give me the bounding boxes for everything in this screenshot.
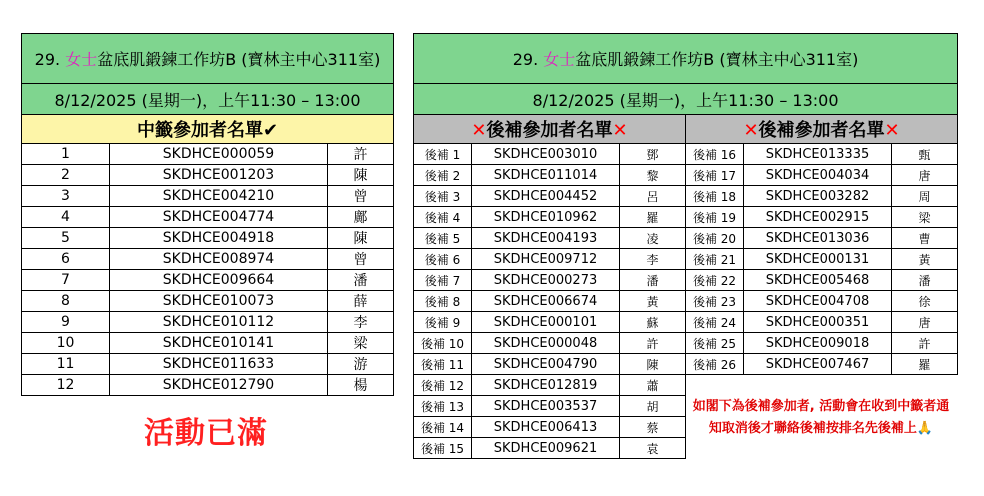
member-surname: 唐 [892,312,958,333]
cross-icon: ✕ [612,120,628,141]
member-surname: 潘 [620,270,686,291]
table-row [414,207,958,228]
member-code: SKDHCE004452 [472,186,620,207]
member-code: SKDHCE004034 [744,165,892,186]
winners-header: 中籤參加者名單✔ [22,115,394,144]
member-surname: 鄧 [620,144,686,165]
winners-table [21,33,394,396]
member-surname: 唐 [892,165,958,186]
table-row [22,291,394,312]
member-surname: 蘇 [620,312,686,333]
member-code: SKDHCE000131 [744,249,892,270]
waitlist-note: 如閣下為後補參加者, 活動會在收到中籤者通知取消後才聯絡後補按排名先後補上🙏 [692,399,950,436]
waitlist-rank: 後補 15 [414,438,472,459]
waitlist-rank: 後補 3 [414,186,472,207]
waitlist-header-1 [414,115,686,144]
member-code: SKDHCE004210 [110,186,328,207]
member-surname: 鄺 [328,207,394,228]
member-code: SKDHCE010962 [472,207,620,228]
table-row [22,228,394,249]
event-gender: 女士 [543,50,576,69]
member-code: SKDHCE004774 [110,207,328,228]
member-surname: 潘 [328,270,394,291]
member-code: SKDHCE006674 [472,291,620,312]
table-row [22,354,394,375]
member-code: SKDHCE003537 [472,396,620,417]
member-code: SKDHCE009621 [472,438,620,459]
waitlist-rank: 後補 4 [414,207,472,228]
waitlist-rank: 後補 22 [686,270,744,291]
waitlist-rank: 後補 11 [414,354,472,375]
member-code: SKDHCE009018 [744,333,892,354]
waitlist-rank: 後補 23 [686,291,744,312]
member-surname: 薛 [328,291,394,312]
waitlist-rank: 後補 25 [686,333,744,354]
member-surname: 羅 [892,354,958,375]
waitlist-rank: 後補 26 [686,354,744,375]
table-row [22,249,394,270]
waitlist-rank: 後補 16 [686,144,744,165]
row-number: 6 [22,249,110,270]
member-surname: 楊 [328,375,394,396]
member-code: SKDHCE008974 [110,249,328,270]
member-code: SKDHCE013036 [744,228,892,249]
member-surname: 許 [328,144,394,165]
row-number: 1 [22,144,110,165]
member-surname: 袁 [620,438,686,459]
event-full-message: 活動已滿 [144,416,268,451]
member-surname: 李 [620,249,686,270]
member-surname: 潘 [892,270,958,291]
row-number: 10 [22,333,110,354]
member-surname: 羅 [620,207,686,228]
table-row [414,228,958,249]
member-surname: 陳 [328,228,394,249]
event-name: 盆底肌鍛鍊工作坊B (寶林主中心311室) [575,50,859,69]
member-code: SKDHCE010141 [110,333,328,354]
table-row [414,312,958,333]
waitlist-rank: 後補 24 [686,312,744,333]
member-code: SKDHCE002915 [744,207,892,228]
waitlist-header-2 [686,115,958,144]
member-surname: 許 [620,333,686,354]
waitlist-rank: 後補 19 [686,207,744,228]
table-row [414,333,958,354]
cross-icon: ✕ [743,120,759,141]
member-code: SKDHCE001203 [110,165,328,186]
member-code: SKDHCE009712 [472,249,620,270]
row-number: 2 [22,165,110,186]
row-number: 8 [22,291,110,312]
member-surname: 蔡 [620,417,686,438]
row-number: 9 [22,312,110,333]
waitlist-rank: 後補 5 [414,228,472,249]
member-code: SKDHCE000048 [472,333,620,354]
table-row [22,165,394,186]
member-surname: 曹 [892,228,958,249]
row-number: 7 [22,270,110,291]
table-row [414,186,958,207]
table-row [22,375,394,396]
member-code: SKDHCE000101 [472,312,620,333]
member-code: SKDHCE005468 [744,270,892,291]
table-row [22,270,394,291]
waitlist-rank: 後補 13 [414,396,472,417]
member-code: SKDHCE004790 [472,354,620,375]
table-row [22,207,394,228]
member-code: SKDHCE013335 [744,144,892,165]
waitlist-rank: 後補 2 [414,165,472,186]
row-number: 3 [22,186,110,207]
member-surname: 蕭 [620,375,686,396]
waitlist-rank: 後補 21 [686,249,744,270]
member-surname: 黎 [620,165,686,186]
event-name: 盆底肌鍛鍊工作坊B (寶林主中心311室) [97,50,381,69]
member-surname: 許 [892,333,958,354]
member-code: SKDHCE010112 [110,312,328,333]
member-code: SKDHCE000351 [744,312,892,333]
event-datetime: 8/12/2025 (星期一)，上午11:30 – 13:00 [22,84,394,115]
row-number: 12 [22,375,110,396]
table-row [22,333,394,354]
waitlist-rank: 後補 17 [686,165,744,186]
waitlist-header-text: 後補參加者名單 [486,120,613,141]
member-surname: 游 [328,354,394,375]
event-number: 29. [34,50,61,69]
waitlist-rank: 後補 20 [686,228,744,249]
waitlist-rank: 後補 1 [414,144,472,165]
waitlist-rank: 後補 9 [414,312,472,333]
member-code: SKDHCE007467 [744,354,892,375]
member-code: SKDHCE009664 [110,270,328,291]
table-row [414,438,958,459]
table-row [414,144,958,165]
cross-icon: ✕ [471,120,487,141]
empty-cell [686,375,958,396]
member-surname: 李 [328,312,394,333]
member-code: SKDHCE012819 [472,375,620,396]
member-code: SKDHCE006413 [472,417,620,438]
waitlist-rank: 後補 18 [686,186,744,207]
member-code: SKDHCE011014 [472,165,620,186]
member-surname: 陳 [328,165,394,186]
waitlist-rank: 後補 14 [414,417,472,438]
waitlist-rank: 後補 7 [414,270,472,291]
member-surname: 梁 [328,333,394,354]
member-surname: 梁 [892,207,958,228]
table-row [22,312,394,333]
member-code: SKDHCE004708 [744,291,892,312]
member-surname: 曾 [328,249,394,270]
winners-rows [22,144,394,396]
event-gender: 女士 [65,50,98,69]
member-surname: 徐 [892,291,958,312]
table-row [414,165,958,186]
member-code: SKDHCE011633 [110,354,328,375]
waitlist-event-title [414,34,958,84]
row-number: 11 [22,354,110,375]
member-code: SKDHCE012790 [110,375,328,396]
cross-icon: ✕ [884,120,900,141]
member-surname: 黃 [892,249,958,270]
member-surname: 黃 [620,291,686,312]
member-surname: 胡 [620,396,686,417]
table-row [414,375,958,396]
waitlist-header-text: 後補參加者名單 [758,120,885,141]
member-surname: 周 [892,186,958,207]
waitlist-rank: 後補 6 [414,249,472,270]
table-row [22,186,394,207]
member-code: SKDHCE003282 [744,186,892,207]
waitlist-event-datetime: 8/12/2025 (星期一)，上午11:30 – 13:00 [414,84,958,115]
member-code: SKDHCE004193 [472,228,620,249]
member-code: SKDHCE004918 [110,228,328,249]
member-code: SKDHCE003010 [472,144,620,165]
member-surname: 陳 [620,354,686,375]
row-number: 4 [22,207,110,228]
member-surname: 凌 [620,228,686,249]
row-number: 5 [22,228,110,249]
table-row [22,144,394,165]
table-row [414,291,958,312]
event-title [22,34,394,84]
empty-cell [686,438,958,459]
member-surname: 呂 [620,186,686,207]
event-number: 29. [512,50,539,69]
member-surname: 曾 [328,186,394,207]
waitlist-rank: 後補 10 [414,333,472,354]
member-code: SKDHCE000273 [472,270,620,291]
table-row [414,354,958,375]
member-code: SKDHCE000059 [110,144,328,165]
table-row [414,270,958,291]
waitlist-rank: 後補 8 [414,291,472,312]
table-row [414,249,958,270]
waitlist-rank: 後補 12 [414,375,472,396]
member-surname: 甄 [892,144,958,165]
member-code: SKDHCE010073 [110,291,328,312]
